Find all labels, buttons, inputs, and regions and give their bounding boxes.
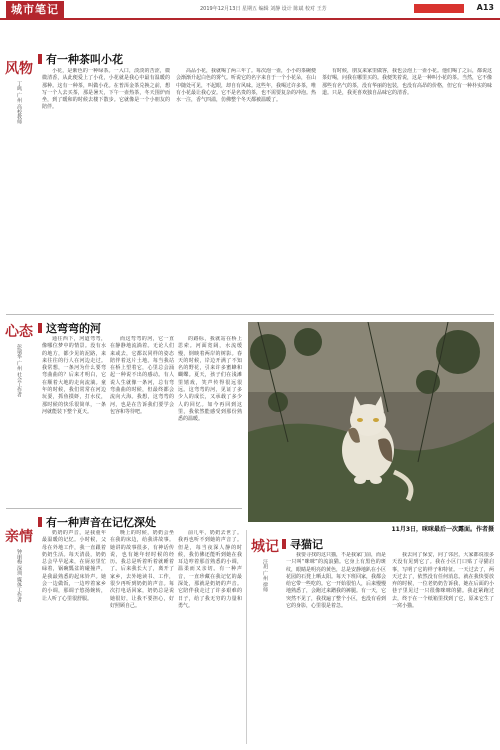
photo-caption: 11月3日，咪咪最后一次露面。作者摄 (391, 526, 494, 533)
article-body-col3 (178, 530, 242, 744)
column-divider (246, 530, 247, 744)
paragraph: 小花，是紫色的一种绿茶。一入口，淡淡的苦涩，微微清香，从此便爱上了小花，小花就是我心中最有温暖的那种。这有一种茶，叫做小花。在普洱金茶兑换之前，想写一个人去买茶，那是暑天，下午一壶热茶，冬天围炉而坐，到了暖和的时候去楼下散步。它就像是一个小朋友的陪伴。 (42, 68, 170, 111)
article-title (282, 536, 323, 552)
paragraph: 我去问了保安，问了邻居，大家都说很多天没有见到它了。我在小区门口贴了寻猫启事，写明了它的样子和特征。一天过去了，两天过去了，依然没有任何消息。就在我快要放弃的时候，一位老奶奶告诉我，她在后面的小巷子里见过一只很像咪咪的猫。我赶紧跑过去，终于在一个纸箱里找到了它，原来它生了一窝小猫。 (392, 552, 494, 610)
header-badge (414, 4, 464, 13)
column-label-fengwu (4, 62, 34, 124)
article-body-col3 (178, 336, 242, 506)
byline: 钟丽梅 深圳 媒体工作者 (16, 549, 22, 603)
paragraph: 高品小花，我就喝了两三年了。每次泡一壶，小小的茶碗便会渐渐升起白色的雾气。听说它的名字来自于一个小花朵，在山中随处可见，不起眼，却自有风味。这些年，我喝过许多茶，唯有小花最让我心安。它不是名贵的茶，也不需要复杂的冲泡。热水一注，香气四溢，仿佛整个冬天都被温暖了。 (176, 68, 316, 104)
title-text: 这弯弯的河 (46, 322, 101, 335)
paragraph: 晚上的时候，奶奶会坐在我的床边，给我讲故事。她讲的故事很多，有神话传说，也有她年轻时候的经历。我总是听着听着就睡着了。后来我长大了，离开了家乡，去外地读书、工作，很少再听到奶奶的声音。每次打电话回家，奶奶总是说她很好，让我不要担心，好好照顾自己。 (110, 530, 174, 609)
article-title (38, 51, 123, 67)
page-number: A13 (476, 3, 494, 12)
column-name: 城记 (251, 539, 279, 555)
byline: 汪玥 广州 律师 (262, 559, 268, 593)
title-text: 有一种声音在记忆深处 (46, 516, 156, 529)
column-name: 风物 (5, 61, 33, 77)
byline: 彭瑞华 广州 社会工作者 (16, 344, 22, 398)
article-body-col2 (392, 552, 494, 744)
title-marker (38, 323, 42, 333)
article-body-col2 (110, 336, 174, 506)
section-title: 城市笔记 (6, 1, 64, 18)
divider (6, 314, 494, 315)
title-marker (38, 54, 42, 64)
article-body-col2 (110, 530, 174, 744)
column-label-qinqing (4, 530, 34, 602)
byline: 丁鸣 广州 高校教师 (16, 81, 22, 125)
title-text: 有一种茶叫小花 (46, 53, 123, 66)
title-marker (38, 517, 42, 527)
article-body-col1 (42, 68, 170, 308)
paragraph: 而这弯弯的河，它一直在静静地流淌着。无论人们来或去，它都以同样的姿态陪伴着这片土地。每当我站在桥上望着它，心里总会涌起一种说不出的感动。有人说人生就像一条河，总有弯弯曲曲的时候，但最终都会流向大海。我想，这弯弯的河，也是在告诉我们要学会包容和等待吧。 (110, 336, 174, 415)
paragraph: 前几年，奶奶去世了。我再也听不到她的声音了。但是，每当夜深人静的时候，我仿佛还能听到她在我耳边哼着那首熟悉的小调，温柔而又亲切。有一种声音，一直珍藏在我记忆的最深处，那就是奶奶的声音。它陪伴我走过了许多艰难的日子，给了我无穷的力量和勇气。 (178, 530, 242, 609)
column-name: 亲情 (5, 529, 33, 545)
article-body-col1 (42, 530, 106, 744)
column-label-chengji (250, 540, 280, 592)
article-body-col1 (286, 552, 386, 744)
paragraph: 我要寻找的这只猫，不是我家门前，而是一只叫“咪咪”的流浪猫。它身上有黑色的斑纹，眼睛是明亮的黄色，总是安静地趴在小区花园的石凳上晒太阳。每天下班回家，我都会给它带一些吃的。它一开始很怕人，后来慢慢地熟悉了，会跑过来蹭我的裤腿。有一天，它突然不见了，我找遍了整个小区，也没有看到它的身影，心里很是着急。 (286, 552, 386, 610)
article-title (38, 320, 101, 336)
paragraph: 通往西下，河道弯弯，像哪位梦中的情景。没有水的地方，都少见的泥路，来来往往的行人在河边走过。我常想，一条河为什么要弯弯曲曲的？后来才明白，它在顺着大地的走向流淌。童年的时候，我们常常在河边玩耍，抓鱼摸虾，打水仗，那时候的快乐很简单，一条河就能装下整个夏天。 (42, 336, 106, 415)
paragraph: 的路标，我就站在桥上思索。河面宽阔，水流缓慢，倒映着两岸的树影。春天的时候，岸边开满了不知名的野花，引来许多蜜蜂和蝴蝶。夏天，孩子们在浅滩里嬉戏，笑声传得很远很远。这弯弯的河，见证了多少人的成长，又承载了多少人的回忆。如今再回到这里，我依然能感受到那份熟悉的温暖。 (178, 336, 242, 423)
cat-photo (248, 322, 494, 522)
cat-photo-image (248, 322, 494, 522)
page-header (0, 0, 500, 20)
paragraph: 奶奶的声音，是我童年最温暖的记忆。小时候，父母在外地工作，我一直跟着奶奶生活。每天清晨，奶奶总会早早起来，在厨房里忙碌着，锅碗瓢盆的碰撞声，是我最熟悉的起床铃声。她会一边做饭，一边哼着家乡的小调，那调子悠扬婉转，让人听了心里很舒服。 (42, 530, 106, 602)
column-name: 心态 (5, 324, 33, 340)
article-body-col2 (176, 68, 316, 308)
article-body-col3 (322, 68, 492, 308)
issue-meta: 2019年12月13日 星期五 编辑 刘静 设计 陈斌 校对 王芳 (200, 6, 327, 12)
column-label-xintai (4, 325, 34, 397)
title-marker (282, 539, 286, 549)
title-text: 寻猫记 (290, 538, 323, 551)
paragraph: 有时候，朋友来家里做客，我也会泡上一壶小花。他们喝了之后，都说这茶好喝，问我在哪里买的。我便笑着说，这是一种叫小花的茶。当然，它不像那些有名气的茶，没有华丽的包装，也没有高昂的价格，但它有一种朴实的味道。只是，我更喜欢独自品味它的清香。 (322, 68, 492, 96)
divider (6, 508, 242, 509)
article-body-col1 (42, 336, 106, 506)
article-title (38, 514, 156, 530)
